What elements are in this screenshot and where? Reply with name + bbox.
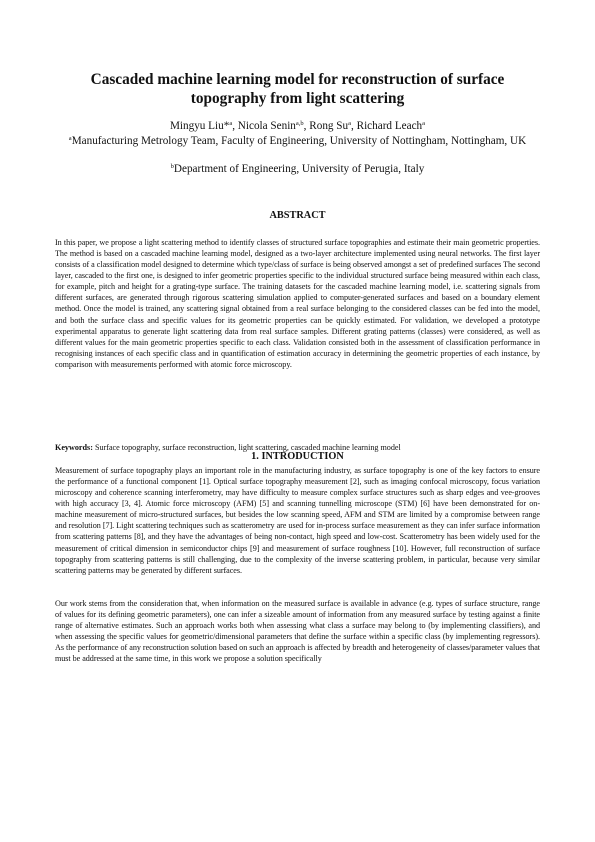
author-name: Rong Su [309,120,349,132]
author-separator: , [351,120,357,132]
abstract-text: In this paper, we propose a light scattering method to identify classes of structured surface topographies and estimate their main geometric properties. The method is based on a cascaded machine learning model, designed as a two-layer architecture implemented using neural networks. The first layer consists of a classification model designed to determine which type/class of surface is being observed amongst a set of predefined surfaces The second layer, cascaded to the first one, is designed to infer geometric properties specific to the individual structured surface being measured within each class, for example, pitch and height for a grating-type surface. The training datasets for the cascaded machine learning model, i.e. scattering signals from different surfaces, are generated through rigorous scattering simulation applied to computer-generated surfaces and based on a boundary element method. Once the model is trained, any scattering signal obtained from a real surface belonging to the considered classes can be fed into the model, and both the surface class and specific values for its geometric properties can be quickly estimated. For validation, we developed a prototype experimental apparatus to generate light scattering data from real surface samples. Different grating patterns (classes) were considered, as well as different values for the main geometric properties specific to each class. Validation consisted both in the assessment of classification performance in recognising instances of each specific class and in quantification of estimation accuracy in determining the geometric properties of each instance, by comparison with measurements performed with atomic force microscopy. [55,238,540,369]
affiliation-text: Department of Engineering, University of Perugia, Italy [173,163,425,175]
affiliation [60,134,535,149]
author-separator: , [303,120,310,132]
paper-title: Cascaded machine learning model for reconstruction of surface topography from light scattering [90,71,505,107]
abstract-heading: ABSTRACT [269,210,326,221]
author-affiliation-mark: a,b [295,120,304,127]
affiliation-text: Manufacturing Metrology Team, Faculty of Engineering, University of Nottingham, Nottingham, UK [71,135,527,147]
author-separator: , [232,120,238,132]
affiliation-mark: a [68,135,72,142]
author-affiliation-mark: a [348,120,352,127]
author-affiliation-mark: a [229,120,233,127]
body-paragraph: Our work stems from the consideration that, when information on the measured surface is available in advance (e.g. types of surface structure, range of values for its defining geometric parameters), one can infer a sizeable amount of information from any measured surface by testing against a finite range of alternative estimates. Such an approach works both when assessing what class a surface may belong to (by implementing classifiers), and when assessing the specific values for geometric/dimensional parameters that define the surface within a specific class (by implementing regressors). As the performance of any reconstruction solution based on such an approach is affected by breadth and heterogeneity of classes/parameter values that must be addressed at the same time, in this work we propose a solution specifically [55,599,540,664]
keywords-label: Keywords: [55,443,93,452]
section-heading: 1. INTRODUCTION [251,451,344,462]
author-affiliation-mark: a [422,120,426,127]
affiliation [60,162,535,177]
author-name: Richard Leach [356,120,423,132]
body-paragraph: Measurement of surface topography plays an important role in the manufacturing industry, as surface topography is one of the key factors to ensure the performance of a functional component [1]. Optical surface topography measurement [2], such as imaging confocal microscopy, focus variation microscopy and coherence scanning interferometry, may have difficulty to measure complex surface structures such as sharp edges and vee-grooves with high accuracy [3, 4]. Atomic force microscopy (AFM) [5] and scanning tunnelling microscope (STM) [6] have been demonstrated for on-machine measurement of micro-structured surfaces, but besides the low scanning speed, AFM and STM are limited by a compromise between range and resolution [7]. Light scattering techniques such as scatterometry are used for in-process surface measurement as they can infer surface information from scattering patterns [8], and they have the advantages of being non-contact, high speed and low-cost. Scatterometry has been widely used for the measurement of critical dimension in semiconductor chips [9] and measurement of surface roughness [10]. However, full reconstruction of surface topography from scattering patterns is still challenging, due to the complexity of the inverse scattering problem, in particular, because very similar scattering patterns may be generated by different surfaces. [55,466,540,575]
author-name: Mingyu Liu* [169,120,230,132]
affiliation-mark: b [170,163,174,170]
author-list [60,118,535,134]
author-name: Nicola Senin [237,120,296,132]
keywords-text: Surface topography, surface reconstruction, light scattering, cascaded machine learning model [94,443,401,452]
